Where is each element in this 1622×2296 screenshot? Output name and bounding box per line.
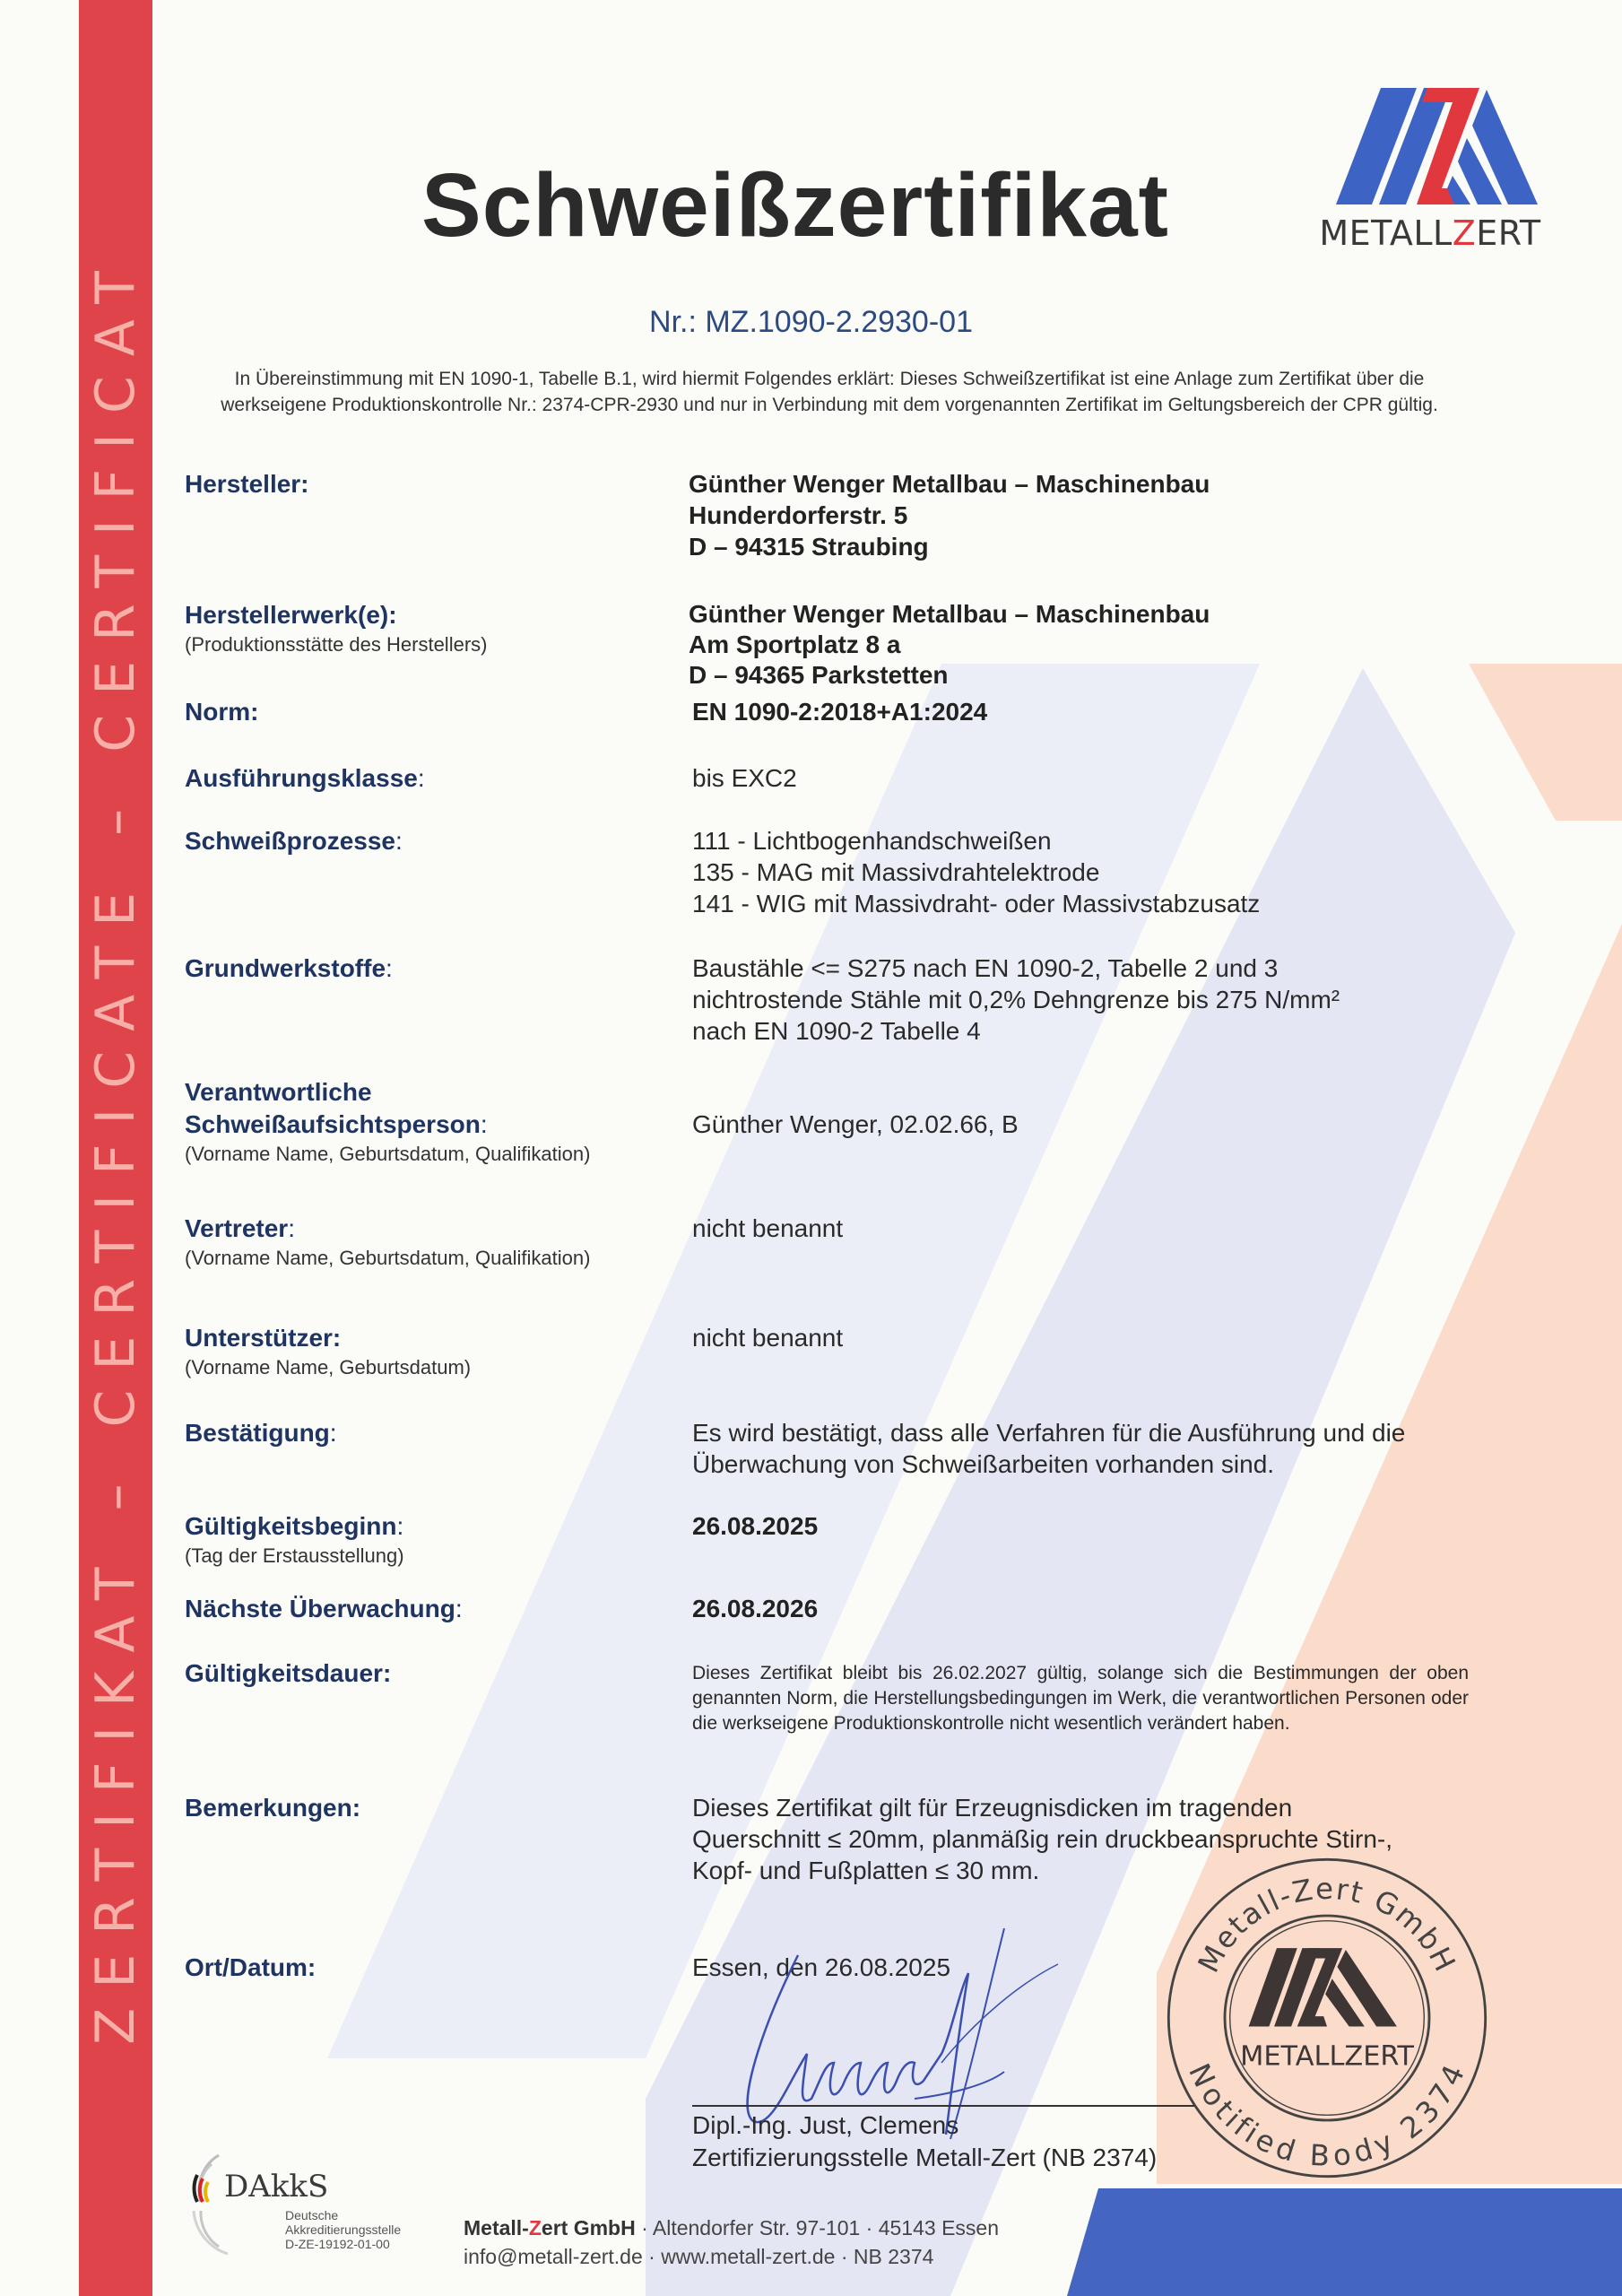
footer-contact-line: info@metall-zert.de · www.metall-zert.de · NB 2374 <box>464 2245 934 2268</box>
certification-body: Zertifizierungsstelle Metall-Zert (NB 2374) <box>692 2144 1158 2171</box>
sublabel-aufsichtsperson: (Vorname Name, Geburtsdatum, Qualifikation) <box>185 1143 591 1165</box>
label-gueltigkeitsbeginn: Gültigkeitsbeginn <box>185 1512 397 1540</box>
dakks-line-2: Akkreditierungsstelle <box>285 2222 402 2237</box>
colon: : <box>288 1214 295 1242</box>
stamp-logo-icon <box>1249 1948 1397 2026</box>
dakks-line-1: Deutsche <box>285 2208 339 2222</box>
logo-text-post: ERT <box>1476 213 1541 253</box>
label-schweissprozesse: Schweißprozesse <box>185 827 395 855</box>
metallzert-stamp <box>1157 1848 1497 2188</box>
label-naechste-ueberwachung: Nächste Überwachung <box>185 1595 455 1622</box>
hersteller-street: Hunderdorferstr. 5 <box>689 501 908 529</box>
gueltigkeitsbeginn-value: 26.08.2025 <box>692 1512 819 1540</box>
hersteller-city: D – 94315 Straubing <box>689 533 929 561</box>
bemerkungen-line-2: Querschnitt ≤ 20mm, planmäßig rein druckbeanspruchte Stirn-, <box>692 1825 1393 1853</box>
vertreter-value: nicht benannt <box>692 1214 844 1242</box>
colon: : <box>395 827 403 855</box>
aufsichtsperson-value: Günther Wenger, 02.02.66, B <box>692 1110 1019 1138</box>
bemerkungen-line-3: Kopf- und Fußplatten ≤ 30 mm. <box>692 1857 1040 1884</box>
footer-company-post: ert GmbH <box>541 2216 636 2239</box>
label-aufsichtsperson-line1: Verantwortliche <box>185 1078 372 1106</box>
sublabel-herstellerwerk: (Produktionsstätte des Herstellers) <box>185 633 488 656</box>
dakks-line-3: D-ZE-19192-01-00 <box>285 2237 390 2251</box>
sublabel-vertreter: (Vorname Name, Geburtsdatum, Qualifikation) <box>185 1247 591 1269</box>
process-111: 111 - Lichtbogenhandschweißen <box>692 827 1052 855</box>
colon: : <box>480 1110 488 1138</box>
dakks-name: DAkkS <box>224 2169 329 2205</box>
side-band-text: ZERTIFIKAT – CERTIFICATE – CERTIFICAT <box>84 251 147 2045</box>
bestaetigung-line-1: Es wird bestätigt, dass alle Verfahren für die Ausführung und die <box>692 1419 1406 1447</box>
label-aufsichtsperson-line2: Schweißaufsichtsperson <box>185 1110 481 1138</box>
unterstuetzer-value: nicht benannt <box>692 1324 844 1352</box>
certificate-number: Nr.: MZ.1090-2.2930-01 <box>649 305 973 339</box>
logo-text-accent: Z <box>1452 213 1477 253</box>
logo-wordmark <box>1318 213 1542 253</box>
label-herstellerwerk: Herstellerwerk(e): <box>185 601 397 629</box>
stamp-outer-ring <box>1168 1859 1485 2176</box>
process-135: 135 - MAG mit Massivdrahtelektrode <box>692 858 1100 886</box>
stamp-bottom-text <box>1182 2058 1472 2173</box>
document-title: Schweißzertifikat <box>421 155 1169 256</box>
material-line-3: nach EN 1090-2 Tabelle 4 <box>692 1017 981 1045</box>
stamp-bottom-textpath: Notified Body 2374 <box>1182 2058 1472 2173</box>
label-grundwerkstoffe: Grundwerkstoffe <box>185 954 386 982</box>
process-141: 141 - WIG mit Massivdraht- oder Massivstabzusatz <box>692 890 1261 918</box>
colon: : <box>417 764 425 792</box>
label-ausfuehrungsklasse: Ausführungsklasse <box>185 764 418 792</box>
intro-text: In Übereinstimmung mit EN 1090-1, Tabelle B.1, wird hiermit Folgendes erklärt: Dieses Schweißzertifikat ist eine Anlage zum Zertifikat über die werkseigene Produktionskontrolle Nr.: 2374-CPR-2930 und nur in Verbindung mit dem vorgenannten Zertifikat im Geltungsbereich der CPR gültig. <box>221 369 1438 415</box>
ort-datum-value: Essen, den 26.08.2025 <box>692 1953 951 1981</box>
label-ort-datum: Ort/Datum: <box>185 1953 317 1981</box>
stamp-center-text: METALLZERT <box>1240 2040 1414 2073</box>
footer-address: · Altendorfer Str. 97-101 · 45143 Essen <box>635 2216 999 2239</box>
signer-name: Dipl.-Ing. Just, Clemens <box>692 2111 959 2139</box>
stamp-top-textpath: Metall-Zert GmbH <box>1191 1871 1463 1979</box>
werk-street: Am Sportplatz 8 a <box>689 631 901 658</box>
colon: : <box>329 1419 337 1447</box>
footer-company-accent: Z <box>528 2216 542 2239</box>
colon: : <box>396 1512 404 1540</box>
colon: : <box>386 954 393 982</box>
label-gueltigkeitsdauer: Gültigkeitsdauer: <box>185 1659 392 1687</box>
sublabel-gueltigkeitsbeginn: (Tag der Erstausstellung) <box>185 1544 404 1567</box>
label-norm: Norm: <box>185 698 259 726</box>
bemerkungen-line-1: Dieses Zertifikat gilt für Erzeugnisdicken im tragenden <box>692 1794 1293 1822</box>
werk-city: D – 94365 Parkstetten <box>689 661 949 689</box>
label-vertreter: Vertreter <box>185 1214 289 1242</box>
ausfuehrungsklasse-value: bis EXC2 <box>692 764 797 792</box>
logo-text-pre: METALL <box>1319 213 1453 253</box>
footer-contact <box>464 2213 999 2271</box>
label-unterstuetzer: Unterstützer: <box>185 1324 342 1352</box>
werk-name: Günther Wenger Metallbau – Maschinenbau <box>689 600 1210 628</box>
footer-company-pre: Metall- <box>464 2216 529 2239</box>
hersteller-name: Günther Wenger Metallbau – Maschinenbau <box>689 470 1210 498</box>
metallzert-logo-icon <box>1318 79 1542 213</box>
norm-value: EN 1090-2:2018+A1:2024 <box>692 698 988 726</box>
signature-line <box>692 2105 1194 2107</box>
gueltigkeitsdauer-value: Dieses Zertifikat bleibt bis 26.02.2027 gültig, solange sich die Bestimmungen der oben genannten Norm, die Herstellungsbedingungen im Werk, die verantwortlichen Personen oder die werkseigene Produktionskontrolle nicht wesentlich verändert haben. <box>692 1663 1469 1734</box>
naechste-ueberwachung-value: 26.08.2026 <box>692 1595 819 1622</box>
sublabel-unterstuetzer: (Vorname Name, Geburtsdatum) <box>185 1356 472 1378</box>
material-line-1: Baustähle <= S275 nach EN 1090-2, Tabelle 2 und 3 <box>692 954 1279 982</box>
material-line-2: nichtrostende Stähle mit 0,2% Dehngrenze bis 275 N/mm² <box>692 986 1340 1013</box>
bestaetigung-line-2: Überwachung von Schweißarbeiten vorhanden sind. <box>692 1450 1275 1478</box>
label-bemerkungen: Bemerkungen: <box>185 1794 361 1822</box>
label-bestaetigung: Bestätigung <box>185 1419 330 1447</box>
label-hersteller: Hersteller: <box>185 470 309 498</box>
colon: : <box>455 1595 463 1622</box>
